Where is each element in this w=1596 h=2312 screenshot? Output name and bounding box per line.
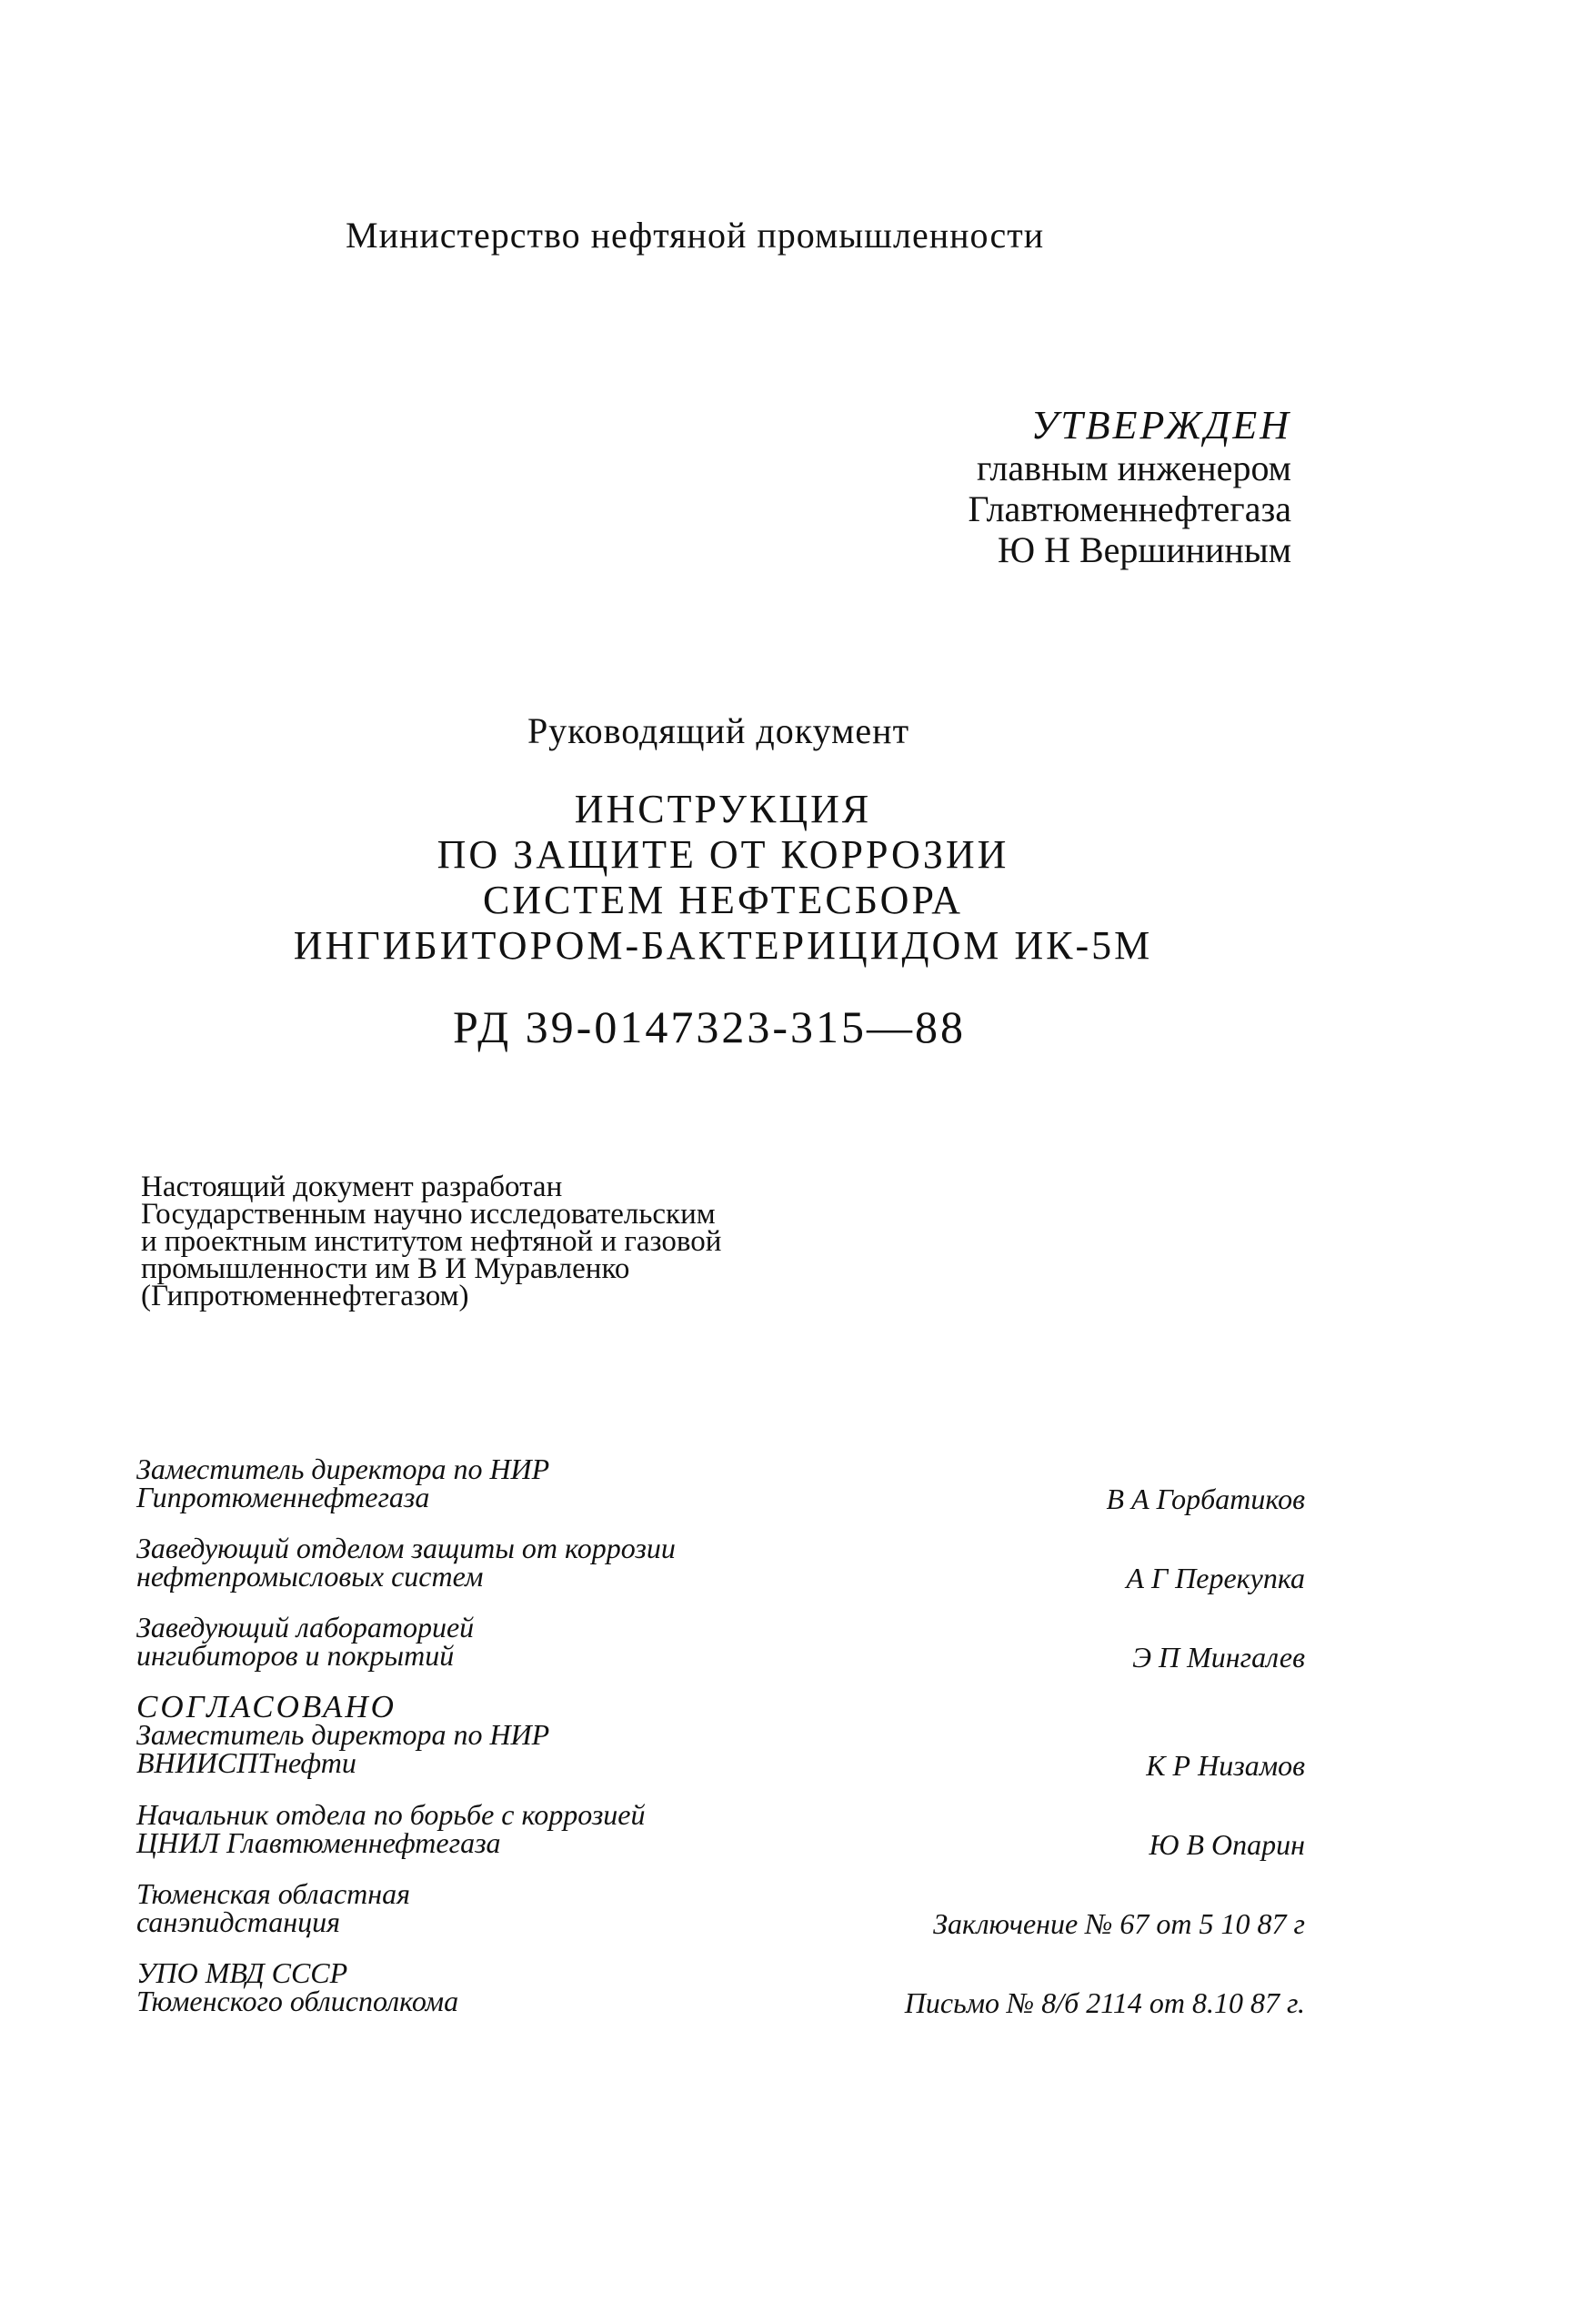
conclusion-reference: Заключение № 67 от 5 10 87 г <box>933 1907 1305 1940</box>
agreed-row <box>136 1689 1305 1782</box>
approval-signer: Ю Н Вершининым <box>997 529 1291 570</box>
signature-organization: ингибиторов и покрытий <box>136 1639 455 1672</box>
signature-row <box>136 1613 1305 1672</box>
letter-reference: Письмо № 8/б 2114 от 8.10 87 г. <box>904 1986 1305 2019</box>
signature-row <box>136 1877 1305 1940</box>
developer-line: Государственным научно исследовательским <box>141 1198 716 1231</box>
developer-note <box>141 1173 914 1310</box>
approval-block <box>655 405 1291 570</box>
signatures-block <box>136 1455 1305 2038</box>
document-type: Руководящий документ <box>527 710 910 751</box>
signature-position: Начальник отдела по борьбе с коррозией <box>136 1798 646 1831</box>
signature-organization: нефтепромысловых систем <box>136 1560 484 1593</box>
developer-line: промышленности им В И Муравленко <box>141 1252 630 1285</box>
ministry-header: Министерство нефтяной промышленности <box>346 215 1045 256</box>
signature-row <box>136 1798 1305 1861</box>
developer-line: (Гипротюменнефтегазом) <box>141 1280 469 1312</box>
developer-line: и проектным институтом нефтяной и газовой <box>141 1225 722 1258</box>
signature-organization: ВНИИСПТнефти <box>136 1746 356 1779</box>
signature-name: Э П Мингалев <box>1132 1641 1305 1674</box>
signature-row <box>136 1956 1305 2019</box>
document-title <box>0 787 1446 969</box>
signature-organization: Тюменского облисполкома <box>136 1985 459 2017</box>
signature-position: Заведующий отделом защиты от коррозии <box>136 1532 676 1564</box>
approval-line: главным инженером <box>977 447 1291 488</box>
approval-heading: УТВЕРЖДЕН <box>1030 403 1291 447</box>
signature-position: УПО МВД СССР <box>136 1956 348 1989</box>
title-line: ПО ЗАЩИТЕ ОТ КОРРОЗИИ <box>437 832 1009 877</box>
signature-organization: Гипротюменнефтегаза <box>136 1481 430 1513</box>
signature-position: Тюменская областная <box>136 1877 411 1910</box>
signature-name: В А Горбатиков <box>1106 1483 1305 1515</box>
document-code: РД 39-0147323-315—88 <box>453 1001 966 1052</box>
signature-name: К Р Низамов <box>1146 1749 1305 1782</box>
approval-line: Главтюменнефтегаза <box>968 488 1291 529</box>
title-line: ИНСТРУКЦИЯ <box>574 787 872 831</box>
signature-name: Ю В Опарин <box>1149 1828 1305 1861</box>
title-line: ИНГИБИТОРОМ-БАКТЕРИЦИДОМ ИК-5М <box>293 923 1153 968</box>
signature-organization: санэпидстанция <box>136 1905 340 1938</box>
signature-position: Заместитель директора по НИР <box>136 1453 550 1485</box>
signature-row <box>136 1534 1305 1593</box>
signature-organization: ЦНИЛ Главтюменнефтегаза <box>136 1826 501 1859</box>
signature-name: А Г Перекупка <box>1126 1562 1305 1594</box>
developer-line: Настоящий документ разработан <box>141 1171 563 1203</box>
signature-row <box>136 1455 1305 1513</box>
signature-position: Заместитель директора по НИР <box>136 1718 550 1751</box>
signature-position: Заведующий лабораторией <box>136 1611 475 1644</box>
agreed-heading: СОГЛАСОВАНО <box>136 1689 396 1724</box>
title-line: СИСТЕМ НЕФТЕСБОРА <box>482 878 964 922</box>
